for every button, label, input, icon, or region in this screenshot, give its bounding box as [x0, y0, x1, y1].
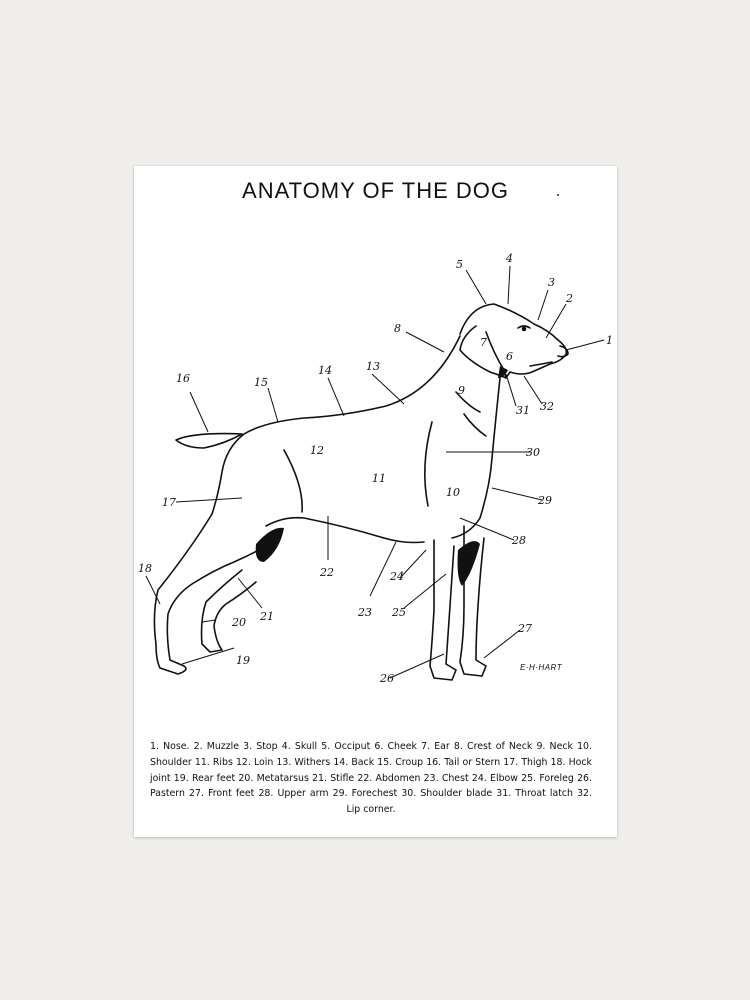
dog-illustration	[134, 166, 617, 726]
callout-20: 20	[232, 616, 246, 629]
callout-2: 2	[566, 292, 573, 305]
callout-18: 18	[138, 562, 152, 575]
callout-25: 25	[392, 606, 406, 619]
callout-22: 22	[320, 566, 334, 579]
callout-27: 27	[518, 622, 532, 635]
callout-1: 1	[606, 334, 613, 347]
callout-4: 4	[506, 252, 513, 265]
callout-24: 24	[390, 570, 404, 583]
callout-28: 28	[512, 534, 526, 547]
callout-5: 5	[456, 258, 463, 271]
callout-8: 8	[394, 322, 401, 335]
callout-7: 7	[480, 336, 487, 349]
callout-9: 9	[458, 384, 465, 397]
callout-23: 23	[358, 606, 372, 619]
callout-30: 30	[526, 446, 540, 459]
callout-labels	[138, 252, 613, 685]
callout-12: 12	[310, 444, 324, 457]
callout-11: 11	[372, 472, 386, 485]
artist-signature: E·H·HART	[520, 663, 563, 672]
callout-17: 17	[162, 496, 176, 509]
callout-3: 3	[548, 276, 555, 289]
callout-6: 6	[506, 350, 513, 363]
callout-26: 26	[380, 672, 394, 685]
poster-print	[134, 166, 617, 837]
callout-10: 10	[446, 486, 460, 499]
callout-14: 14	[318, 364, 332, 377]
legend-text: 1. Nose. 2. Muzzle 3. Stop 4. Skull 5. Occiput 6. Cheek 7. Ear 8. Crest of Neck 9. Neck 10. Shoulder 11. Ribs 12. Loin 13. Withers 14. Back 15. Croup 16. Tail or Stern 17. Thigh 18. Hock joint 19. Rear feet 20. Metatarsus 21. Stifle 22. Abdomen 23. Chest 24. Elbow 25. Foreleg 26. Pastern 27. Front feet 28. Upper arm 29. Forechest 30. Shoulder blade 31. Throat latch 32. Lip corner.	[150, 741, 592, 816]
callout-16: 16	[176, 372, 190, 385]
callout-32: 32	[540, 400, 554, 413]
callout-15: 15	[254, 376, 268, 389]
callout-21: 21	[260, 610, 274, 623]
callout-31: 31	[516, 404, 530, 417]
diagram-title: ANATOMY OF THE DOG	[242, 178, 509, 203]
callout-13: 13	[366, 360, 380, 373]
callout-19: 19	[236, 654, 250, 667]
callout-29: 29	[538, 494, 552, 507]
